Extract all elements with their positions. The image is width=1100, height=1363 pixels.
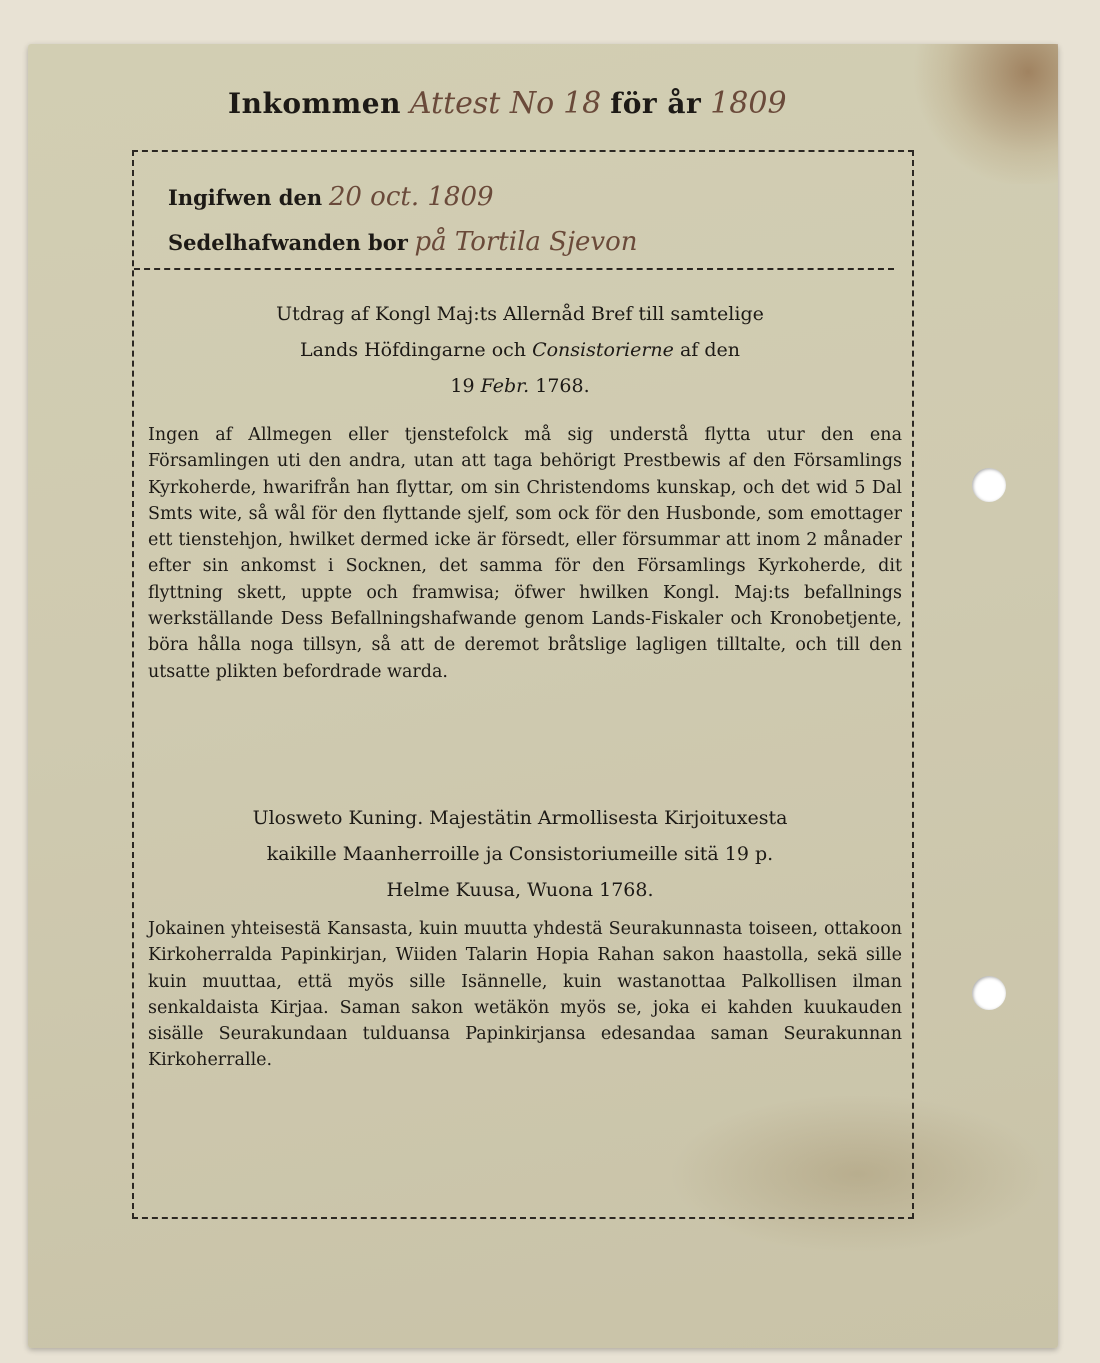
punch-hole bbox=[972, 468, 1006, 502]
finnish-title-line2: kaikille Maanherroille ja Consistoriumeille sitä 19 p. bbox=[266, 843, 774, 865]
swedish-body bbox=[148, 422, 902, 685]
swedish-title-date-day: 19 bbox=[450, 375, 475, 397]
form-divider bbox=[134, 268, 894, 270]
sedelhafwanden-label: Sedelhafwanden bor bbox=[168, 230, 408, 255]
sedelhafwanden-row bbox=[168, 220, 768, 265]
swedish-title-line3 bbox=[160, 368, 880, 404]
swedish-paragraph: Ingen af Allmegen eller tjenstefolck må sig understå flytta utur den ena Församlingen uti den andra, utan att taga behörigt Prestbewis af den Församlings Kyrkoherde, hwarifrån han flyttar, om sin Christendoms kunskap, och det wid 5 Dal Smts wite, så wål för den flyttande sjelf, som ock för den Husbonde, som emottager ett tienstehjon, hwilket dermed icke är försedt, eller försummar att inom 2 månader efter sin ankomst i Socknen, det samma för den Församlings Kyrkoherde, dit flyttning skett, uppte och framwisa; öfwer hwilken Kongl. Maj:ts befallnings werkställande Dess Befallningshafwande genom Lands-Fiskaler och Kronobetjente, böra hålla noga tillsyn, så att de deremot bråtslige lagligen tilltalte, och till den utsatte plikten befordrade warda. bbox=[148, 425, 902, 682]
header-year: 1809 bbox=[710, 86, 787, 121]
swedish-title-consistorierne: Consistorierne bbox=[532, 339, 674, 361]
finnish-title bbox=[160, 800, 880, 908]
swedish-title bbox=[160, 296, 880, 404]
finnish-paragraph: Jokainen yhteisestä Kansasta, kuin muutta yhdestä Seurakunnasta toiseen, ottakoon Kirkoherralda Papinkirjan, Wiiden Talarin Hopia Rahan sakon haastolla, sekä sille kuin muuttaa, että myös sille Isännelle, kuin wastanottaa Palkollisen ilman senkaldaista Kirjaa. Saman sakon wetäkön myös se, joka ei kahden kuukauden sisälle Seurakundaan tulduansa Papinkirjansa edesandaa saman Seurakunnan Kirkoherralle. bbox=[148, 919, 902, 1071]
form-fields bbox=[168, 175, 768, 265]
finnish-title-line3: Helme Kuusa, Wuona 1768. bbox=[386, 879, 654, 901]
finnish-title-line1: Ulosweto Kuning. Majestätin Armollisesta Kirjoituxesta bbox=[252, 807, 788, 829]
header-number: 18 bbox=[563, 86, 602, 121]
document-header bbox=[228, 86, 868, 130]
swedish-title-line1: Utdrag af Kongl Maj:ts Allernåd Bref till samtelige bbox=[276, 303, 764, 325]
ingifwen-value: 20 oct. 1809 bbox=[328, 182, 494, 212]
paper-stain bbox=[908, 44, 1058, 184]
header-for-ar: för år bbox=[610, 87, 702, 120]
swedish-title-part: af den bbox=[679, 339, 741, 361]
ingifwen-row bbox=[168, 175, 768, 220]
header-attest-no: Attest No bbox=[409, 86, 555, 121]
ingifwen-label: Ingifwen den bbox=[168, 185, 323, 210]
swedish-title-line2 bbox=[160, 332, 880, 368]
finnish-body bbox=[148, 916, 902, 1074]
swedish-title-date-month: Febr. bbox=[480, 375, 530, 397]
swedish-title-part: Lands Höfdingarne och bbox=[299, 339, 527, 361]
punch-hole bbox=[972, 976, 1006, 1010]
header-inkommen: Inkommen bbox=[228, 87, 401, 120]
swedish-title-date-year: 1768. bbox=[535, 375, 590, 397]
sedelhafwanden-value: på Tortila Sjevon bbox=[414, 227, 638, 257]
